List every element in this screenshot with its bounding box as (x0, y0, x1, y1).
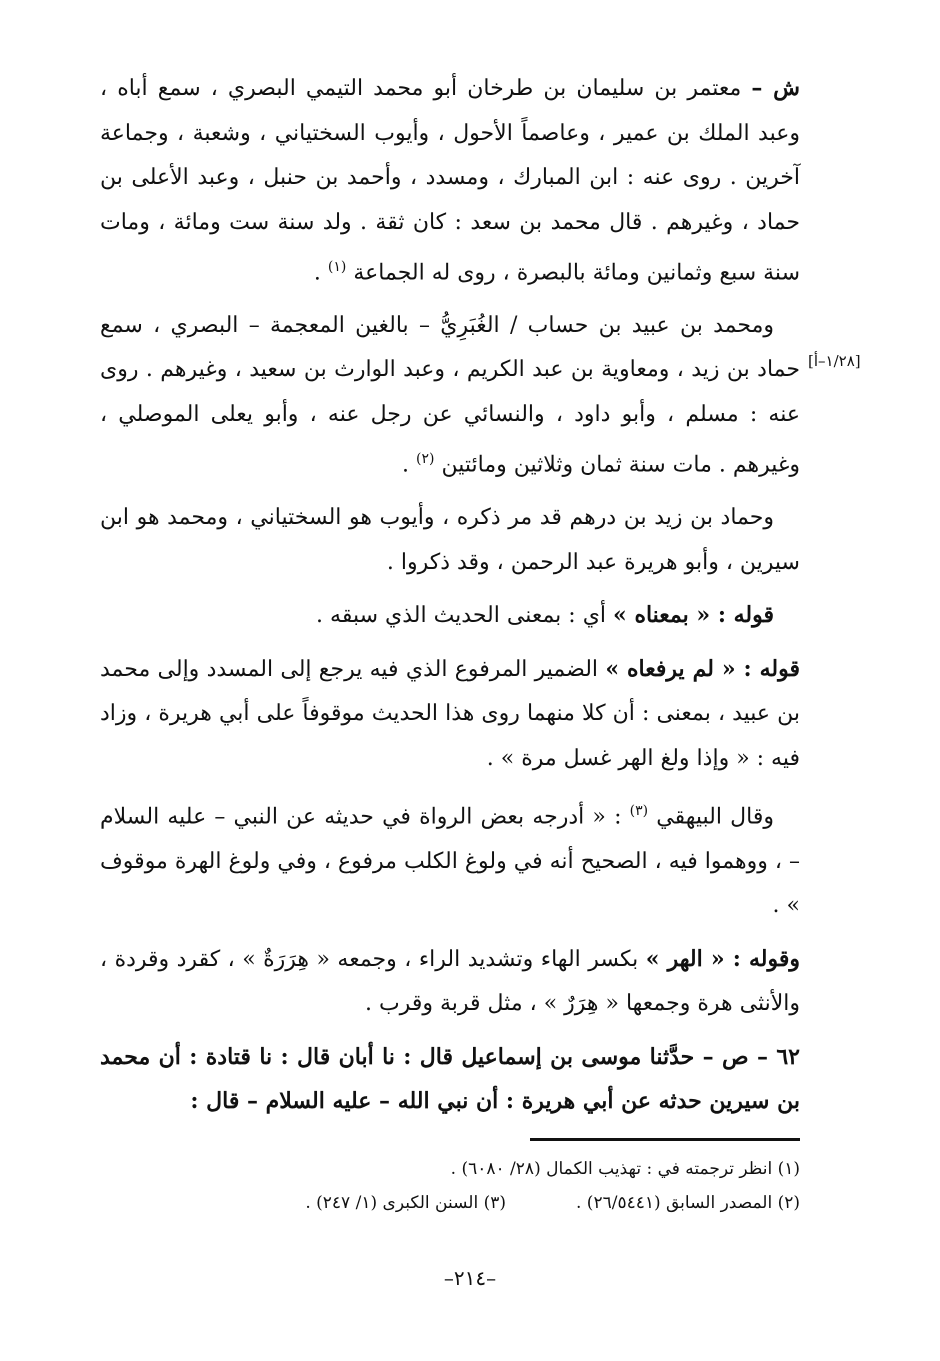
paragraph-5-label: قوله : « لم يرفعاه » (605, 655, 800, 682)
paragraph-4-text: أي : بمعنى الحديث الذي سبقه . (316, 603, 614, 629)
footnote-row-2 (110, 1186, 800, 1220)
paragraph-3-text: وحماد بن زيد بن درهم قد مر ذكره ، وأيوب هو السختياني ، ومحمد هو ابن سيرين ، وأبو هريرة عبد الرحمن ، وقد ذكروا . (100, 505, 800, 575)
paragraph-7-label: وقوله : « الهر » (645, 945, 801, 972)
paragraph-1-label: ش – (751, 75, 801, 101)
paragraph-4 (100, 593, 800, 639)
paragraph-5 (100, 647, 800, 782)
footnote-marker-2: (٢) (416, 451, 435, 468)
footnote-marker-1: (١) (327, 259, 347, 275)
footnotes (110, 1152, 800, 1220)
paragraph-7-text: بكسر الهاء وتشديد الراء ، وجمعه « هِرَرَةٌ » ، كقرد وقردة ، والأنثى هرة وجمعها « هِرَرٌ » ، مثل قربة وقرب . (100, 946, 800, 1017)
paragraph-6 (100, 789, 800, 929)
footnote-marker-3: (٣) (629, 803, 649, 820)
footnote-3: (٣) السنن الكبرى (١/ ٢٤٧) . (305, 1193, 506, 1213)
footnote-2: (٢) المصدر السابق (٢٦/٥٤٤١) . (576, 1193, 800, 1213)
paragraph-4-label: قوله : « بمعناه » (613, 602, 774, 629)
page-number: –٢١٤– (443, 1266, 497, 1290)
footnote-1: (١) انظر ترجمته في : تهذيب الكمال (٢٨/ ٦٠٨٠) . (450, 1159, 800, 1179)
footnote-separator (530, 1138, 800, 1141)
paragraph-1-end: . (313, 260, 328, 286)
paragraph-3 (100, 496, 800, 585)
hadith-62: ٦٢ – ص – حدَّثنا موسى بن إسماعيل قال : نا أبان قال : نا قتادة : أن محمد بن سيرين حدثه عن أبي هريرة : أن نبي الله – عليه السلام – قال : (100, 1043, 800, 1114)
paragraph-2-end: . (402, 452, 417, 478)
main-text (100, 66, 800, 1131)
paragraph-1 (100, 66, 800, 296)
paragraph-1-text: معتمر بن سليمان بن طرخان أبو محمد التيمي البصري ، سمع أباه ، وعبد الملك بن عمير ، وعاصماً الأحول ، وأيوب السختياني ، وشعبة ، وجماعة آخرين . روى عنه : ابن المبارك ، ومسدد ، وأحمد بن حنبل ، وعبد الأعلى بن حماد ، وغيرهم . قال محمد بن سعد : كان ثقة . ولد سنة ست ومائة ، ومات سنة سبع وثمانين ومائة بالبصرة ، روى له الجماعة (100, 76, 800, 286)
paragraph-5-text: الضمير المرفوع الذي فيه يرجع إلى المسدد وإلى محمد بن عبيد ، بمعنى : أن كلا منهما روى هذا الحديث موقوفاً على أبي هريرة ، وزاد فيه : « وإذا ولغ الهر غسل مرة » . (100, 656, 800, 771)
paragraph-2 (100, 304, 800, 488)
paragraph-7 (100, 937, 800, 1027)
margin-reference: [١/٢٨–أ] (808, 352, 861, 370)
paragraph-6-text-before: وقال البيهقي (648, 804, 774, 830)
paragraph-2-text: ومحمد بن عبيد بن حساب / الغُبَرِيُّ – بالغين المعجمة – البصري ، سمع حماد بن زيد ، ومعاوية بن عبد الكريم ، وعبد الوارث بن سعيد ، وغيرهم . روى عنه : مسلم ، وأبو داود ، والنسائي عن رجل عنه ، وأبو يعلى الموصلي ، وغيرهم . مات سنة ثمان وثلاثين ومائتين (100, 312, 800, 478)
paragraph-6-text-after: : « أدرجه بعض الرواة في حديثه عن النبي – عليه السلام – ، ووهموا فيه ، الصحيح أنه في ولوغ الكلب مرفوع ، وفي ولوغ الهرة موقوف » . (100, 804, 800, 919)
